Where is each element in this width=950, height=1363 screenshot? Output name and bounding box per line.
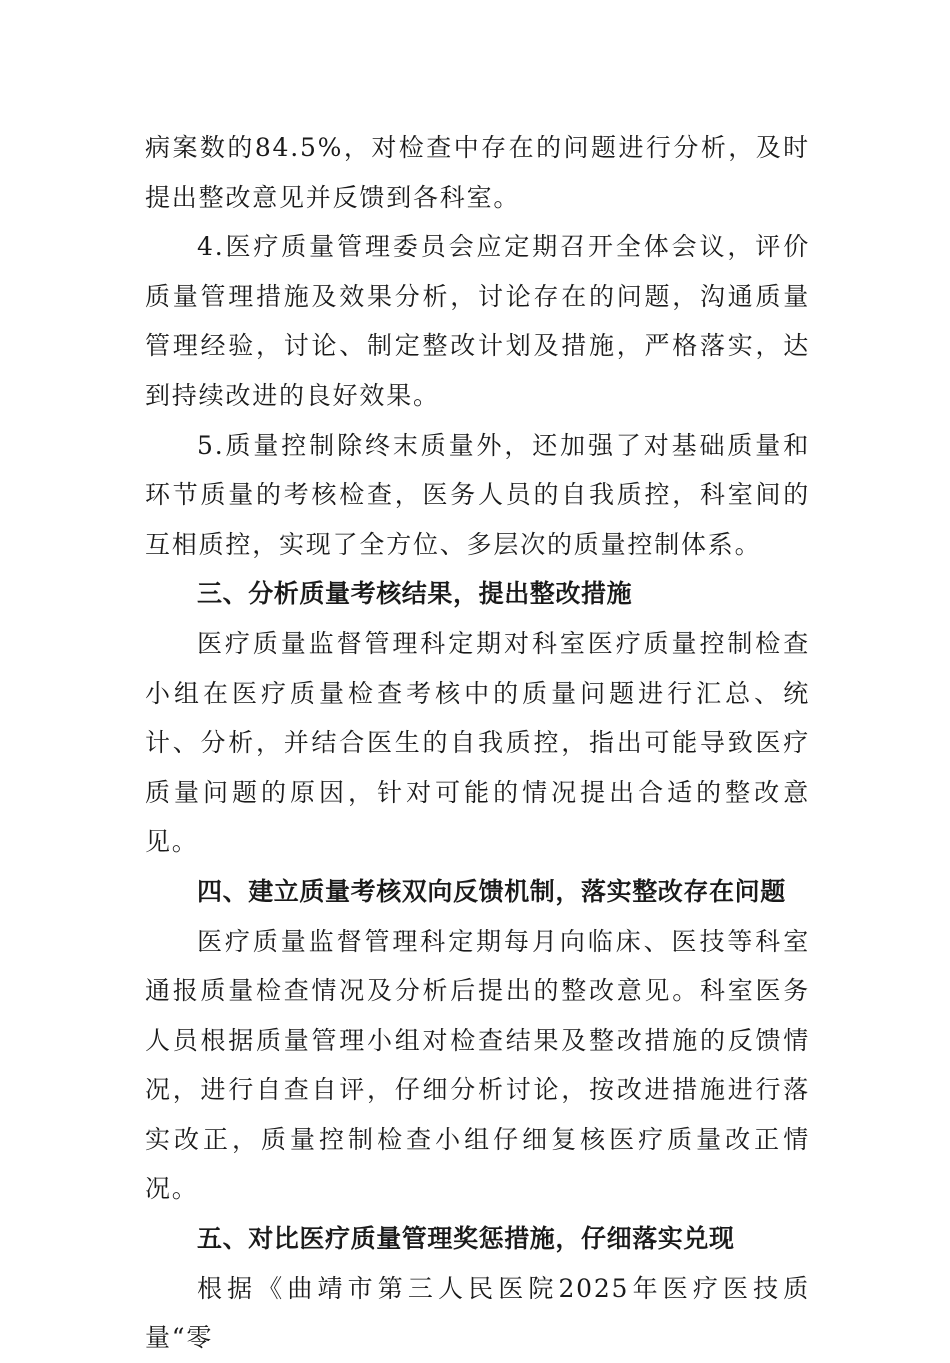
- paragraph-continuation: 病案数的84.5%，对检查中存在的问题进行分析，及时提出整改意见并反馈到各科室。: [145, 133, 810, 212]
- document-body: [145, 123, 810, 1363]
- section-heading-3: 三、分析质量考核结果，提出整改措施: [197, 579, 633, 609]
- section-heading-5: 五、对比医疗质量管理奖惩措施，仔细落实兑现: [197, 1224, 735, 1254]
- paragraph-item-4: 4.医疗质量管理委员会应定期召开全体会议，评价质量管理措施及效果分析，讨论存在的问题，沟通质量管理经验，讨论、制定整改计划及措施，严格落实，达到持续改进的良好效果。: [145, 232, 810, 410]
- section-heading-4: 四、建立质量考核双向反馈机制，落实整改存在问题: [197, 876, 786, 906]
- paragraph-item-5: 5.质量控制除终末质量外，还加强了对基础质量和环节质量的考核检查，医务人员的自我质控，科室间的互相质控，实现了全方位、多层次的质量控制体系。: [145, 430, 810, 559]
- paragraph-section-4: 医疗质量监督管理科定期每月向临床、医技等科室通报质量检查情况及分析后提出的整改意见。科室医务人员根据质量管理小组对检查结果及整改措施的反馈情况，进行自查自评，仔细分析讨论，按改进措施进行落实改正，质量控制检查小组仔细复核医疗质量改正情况。: [145, 926, 810, 1204]
- paragraph-section-5: 根据《曲靖市第三人民医院2025年医疗医技质量“零: [145, 1273, 810, 1353]
- paragraph-section-3: 医疗质量监督管理科定期对科室医疗质量控制检查小组在医疗质量检查考核中的质量问题进行汇总、统计、分析，并结合医生的自我质控，指出可能导致医疗质量问题的原因，针对可能的情况提出合适的整改意见。: [145, 628, 810, 857]
